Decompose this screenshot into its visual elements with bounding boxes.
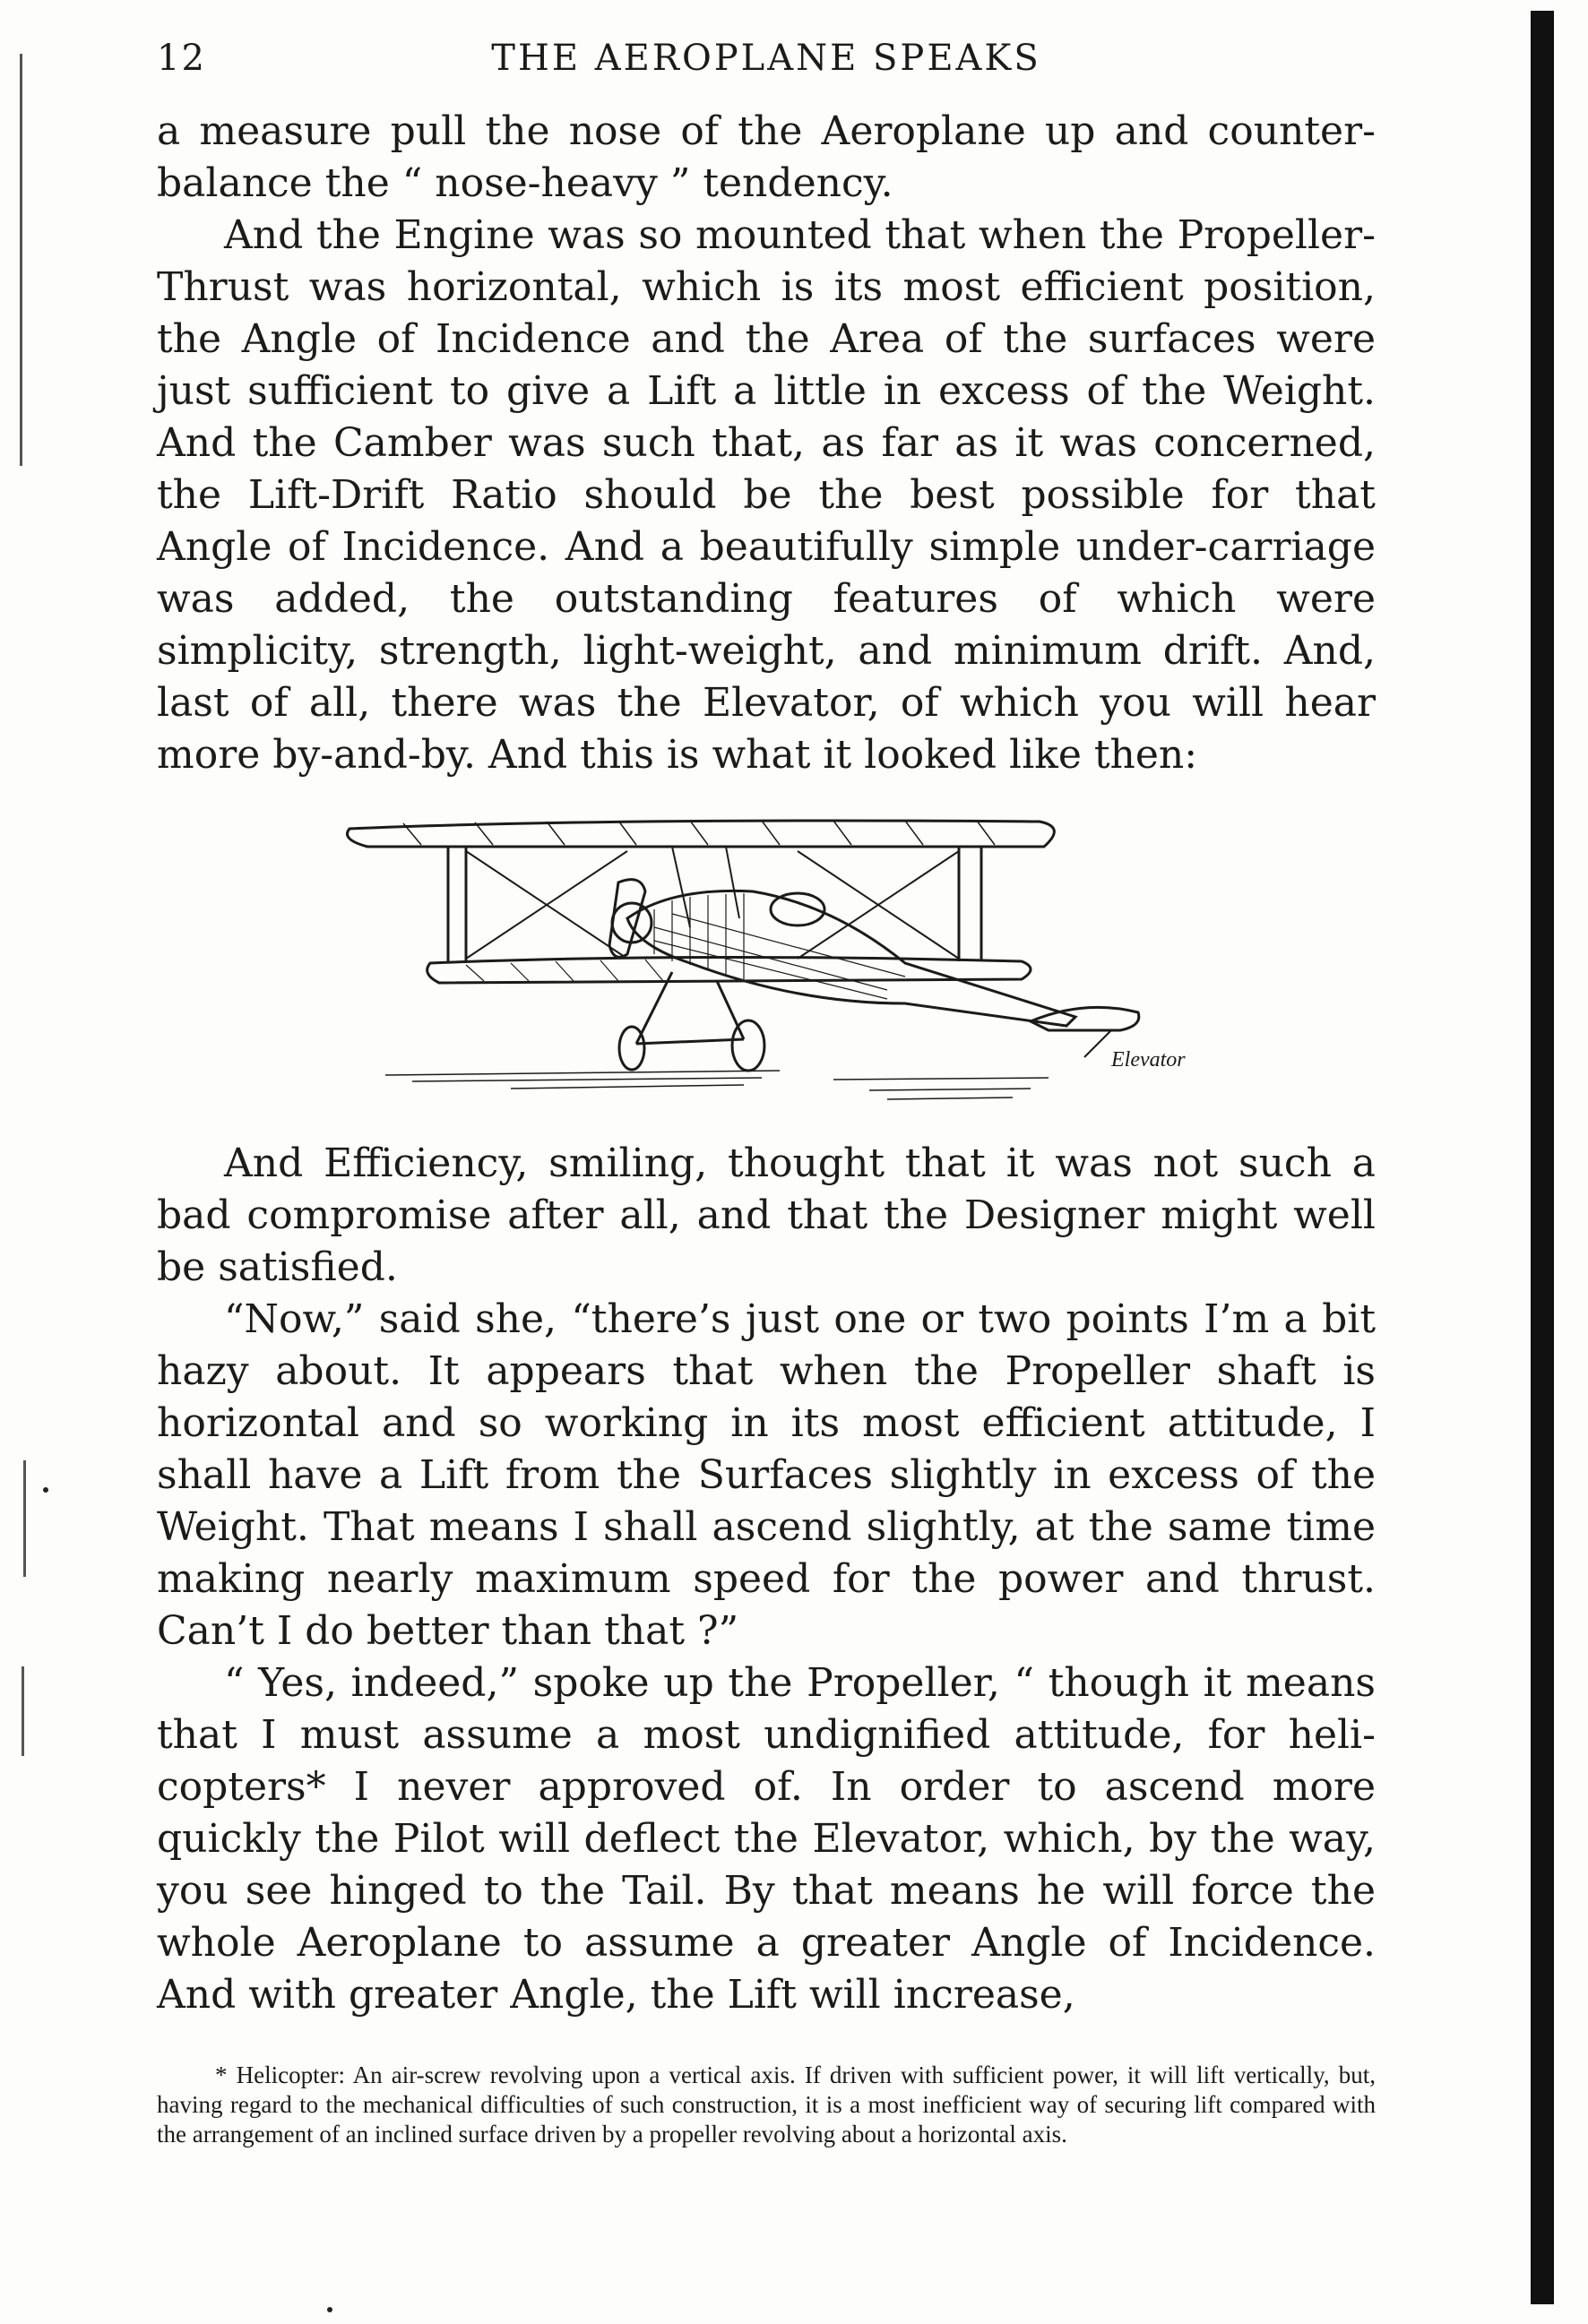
- footnote: [157, 2061, 1376, 2149]
- body-text-top: [157, 106, 1376, 781]
- scan-gutter-line: [20, 54, 22, 466]
- page-header: [157, 38, 1376, 91]
- paragraph: And the Engine was so mounted that when the Propeller-Thrust was horizontal, which is its most efficient position, the Angle of Incidence and the Area of the surfaces were just sufficient to give a Lift a little in excess of the Weight. And the Camber was such that, as far as it was concerned, the Lift-Drift Ratio should be the best possible for that Angle of Incidence. And a beautifully simple under-carriage was added, the outstanding features of which were simplicity, strength, light-weight, and minimum drift. And, last of all, there was the Elevator, of which you will hear more by-and-by. And this is what it looked like then:: [157, 212, 1376, 778]
- scan-speck: [327, 2307, 332, 2312]
- page-number: 12: [157, 38, 206, 79]
- paragraph: a measure pull the nose of the Aeroplane up and counter-balance the “ nose-heavy ” tendency.: [157, 108, 1376, 206]
- scan-gutter-line: [22, 1666, 24, 1756]
- scan-gutter-line: [23, 1460, 26, 1577]
- body-text-bottom: [157, 1138, 1376, 2021]
- scan-page-edge: [1531, 11, 1554, 2304]
- running-title: THE AEROPLANE SPEAKS: [491, 38, 1041, 79]
- paragraph: And Efficiency, smiling, thought that it was not such a bad compromise after all, and that the Designer might well be satisfied.: [157, 1140, 1376, 1290]
- paragraph: “Now,” said she, “there’s just one or two points I’m a bit hazy about. It appears that when the Propeller shaft is horizontal and so working in its most efficient attitude, I shall have a Lift from the Surfaces slightly in excess of the Weight. That means I shall ascend slightly, at the same time making nearly maximum speed for the power and thrust. Can’t I do better than that ?”: [157, 1296, 1376, 1654]
- elevator-label: Elevator: [1111, 1048, 1186, 1072]
- footnote-text: * Helicopter: An air-screw revolving upon a vertical axis. If driven with sufficient power, it will lift vertically, but, having regard to the mechanical difficulties of such construction, it is a most inefficient way of securing lift compared with the arrangement of an inclined surface driven by a propeller revolving about a horizontal axis.: [157, 2061, 1376, 2148]
- biplane-drawing: [332, 811, 1210, 1115]
- paragraph: “ Yes, indeed,” spoke up the Propeller, “ though it means that I must assume a most undignified attitude, for heli-copters* I never approved of. In order to ascend more quickly the Pilot will deflect the Elevator, which, by the way, you see hinged to the Tail. By that means he will force the whole Aeroplane to assume a greater Angle of Incidence. And with greater Angle, the Lift will increase,: [157, 1660, 1376, 2018]
- biplane-illustration: [332, 811, 1210, 1115]
- scan-speck: [43, 1487, 48, 1493]
